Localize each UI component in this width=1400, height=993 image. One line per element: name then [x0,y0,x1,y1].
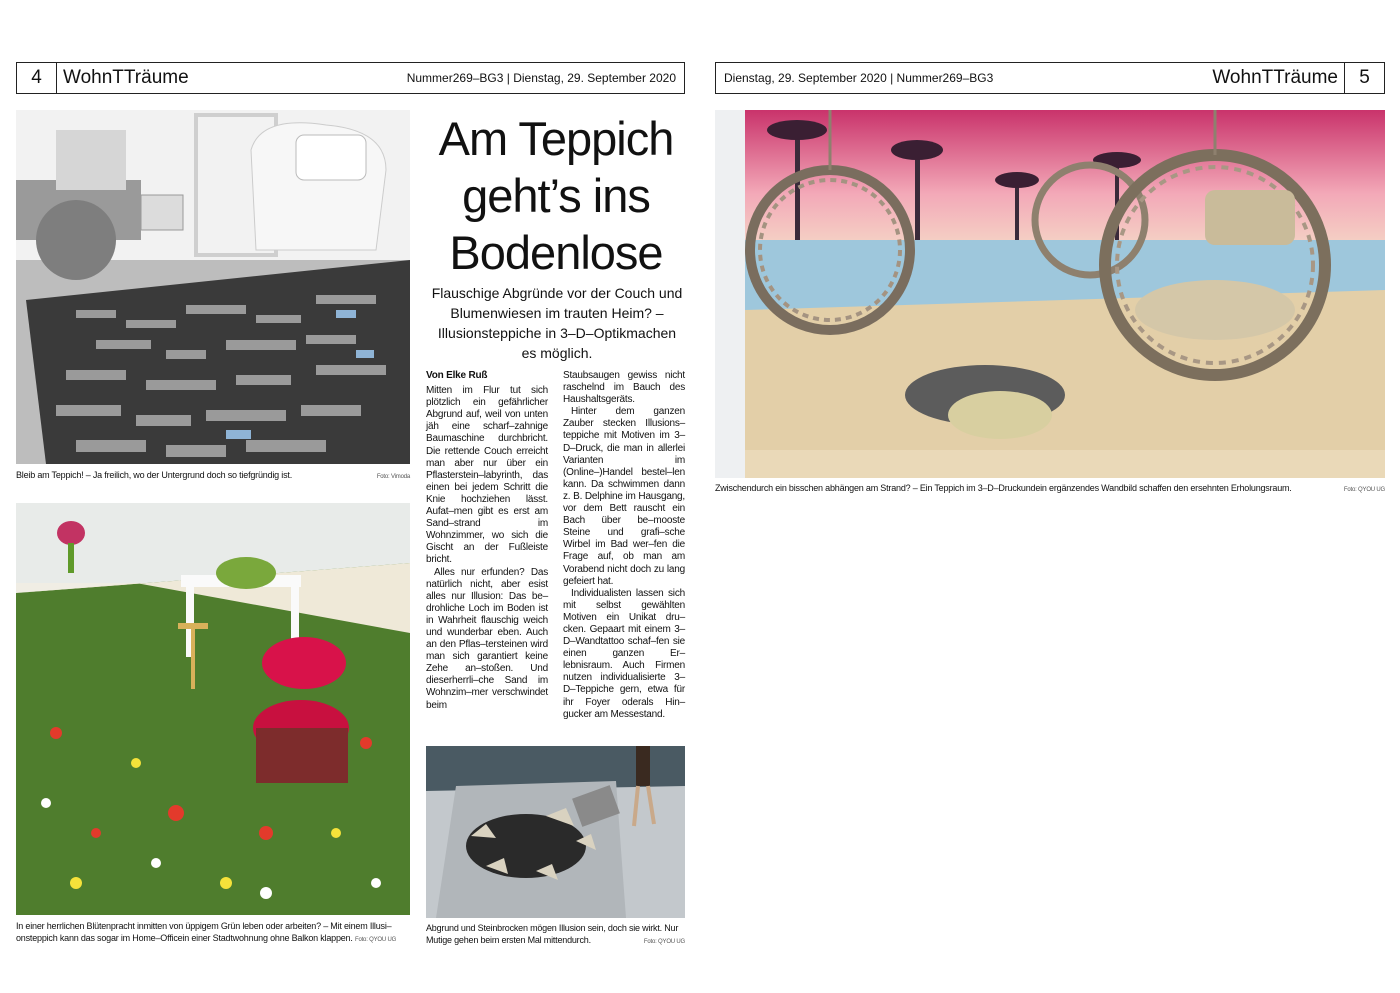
beach-caption [715,482,1385,496]
rug-living-room-photo [16,110,410,464]
section-brand: WohnTTräume [1212,67,1338,88]
headline-line: Bodenlose [449,226,663,279]
paragraph: Individualisten lassen sich mit selbst gewählten Motiven ein Unikat dru–cken. Gepaart mit einem 3–D–Wandtattoo schaf–fen sie einen ganzen Er–lebnisraum. Auch Firmen nutzen individualisierte 3–D–Teppiche gern, etwa für ihr Foyer oderals Hin–gucker am Messestand. [563,587,685,720]
section-brand: WohnTTräume [63,67,189,88]
issue-meta: Nummer269–BG3 | Dienstag, 29. September 2020 [406,71,676,85]
byline: Von Elke Ruß [426,370,488,381]
headline-line: Am Teppich [438,112,674,165]
photo-credit: Foto: QYOU UG [354,937,397,943]
paragraph: Staubsaugen gewiss nicht raschelnd im Bauch des Haushaltsgeräts. [563,370,685,406]
crater-rug-photo [426,746,685,918]
caption-text: Zwischendurch ein bisschen abhängen am Strand? – Ein Teppich im 3–D–Druckundein ergänzendes Wandbild schaffen den ersehnten Erholungsraum. [715,483,1292,493]
right-page-header [715,62,1385,94]
page-number: 5 [1344,63,1384,93]
meadow-caption [16,920,410,946]
paragraph: Alles nur erfunden? Das natürlich nicht, aber esist alles nur Illusion: Das be–drohliche Loch im Boden ist in Wahrheit flauschig weich und wunderbar eben. Auch an den Pflas–tersteinen wird man sich garantiert keine Zehe an–stoßen. Und dieserherrli–che Sand im Wohnzim–mer verschwindet beim [426,566,548,711]
article-headline [420,110,692,281]
rug-caption [16,469,410,483]
article-subheadline: Flauschige Abgründe vor der Couch und Blumenwiesen im trauten Heim? – Illusionsteppiche in 3–D–Optikmachen es möglich. [431,285,683,361]
headline-line: geht’s ins [462,169,650,222]
issue-meta: Dienstag, 29. September 2020 | Nummer269–BG3 [724,71,994,85]
article-column-1 [426,370,548,712]
paragraph: Hinter dem ganzen Zauber stecken Illusions–teppiche mit Motiven im 3–D–Druck, die man in allerlei Varianten im (Online–)Handel bestel–len kann. Da schwimmen dann z. B. Delphine im Hausgang, vor dem Bett rauscht ein Bach über be–mooste Steine und grafi–sche Wirbel im Bad wer–fen die Frage auf, ob man am Vorabend nicht doch zu lang gefeiert hat. [563,406,685,587]
caption-text: Abgrund und Steinbrocken mögen Illusion sein, doch sie wirkt. Nur Mutige gehen beim ersten Mal mittendurch. [426,923,679,945]
caption-text: Bleib am Teppich! – Ja freilich, wo der Untergrund doch so tiefgründig ist. [16,470,292,480]
left-page-header [16,62,685,94]
crater-caption [426,922,685,948]
article-column-2 [563,370,685,721]
photo-credit: Foto: QYOU UG [1343,487,1385,493]
flower-meadow-office-photo [16,503,410,915]
page-number: 4 [17,63,57,93]
caption-text: In einer herrlichen Blütenpracht inmitten von üppigem Grün leben oder arbeiten? – Mit einem Illusi–onsteppich kann das sogar im Home–Officein einer Stadtwohnung ohne Balkon klappen. [16,921,392,943]
photo-credit: Foto: QYOU UG [643,939,685,945]
photo-credit: Foto: Vimoda [376,474,410,480]
beach-hanging-chairs-photo [715,110,1385,478]
paragraph: Mitten im Flur tut sich plötzlich ein gefährlicher Abgrund auf, weil von unten jäh eine scharf–zahnige Baumaschine durchbricht. Die rettende Couch erreicht man aber nur über ein Pflasterstein–labyrinth, das einen bei jedem Schritt die Knie hochziehen lässt. Aufat–men gibt es erst am Sand–strand im Wohnzimmer, wo sich die Gischt an der Fußleiste bricht. [426,385,548,566]
